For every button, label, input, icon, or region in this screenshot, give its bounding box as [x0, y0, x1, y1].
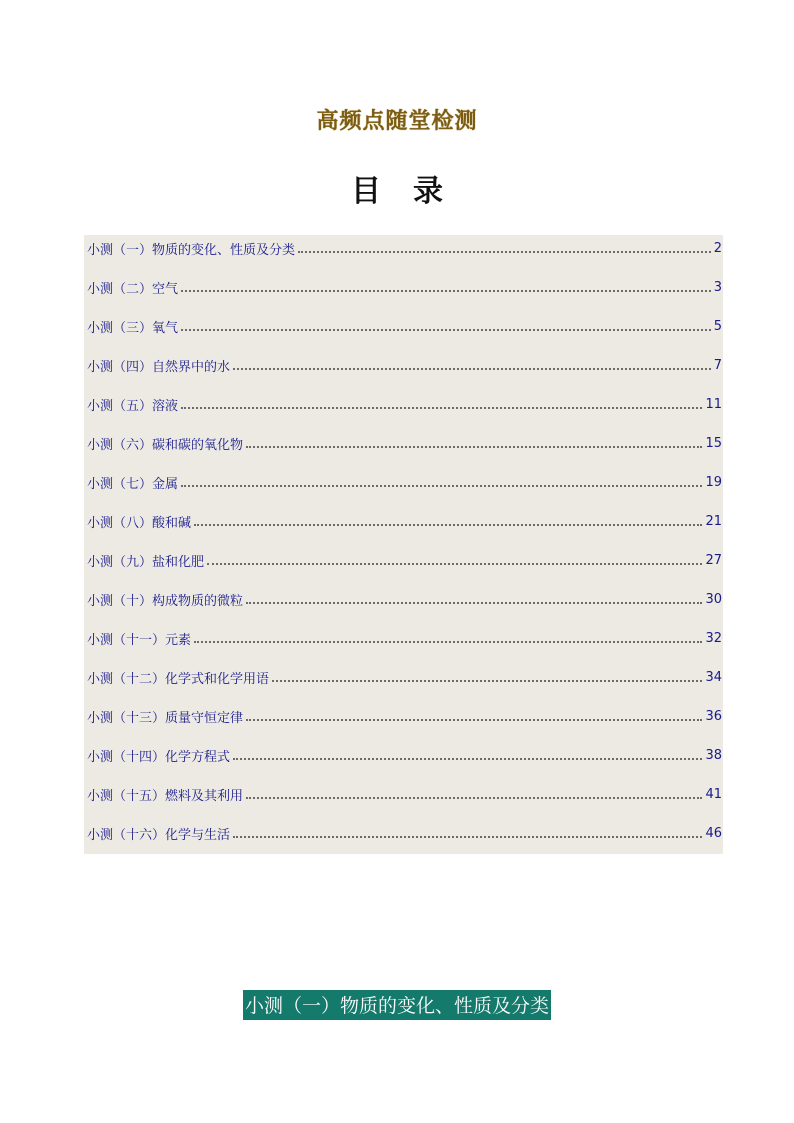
section-heading [0, 990, 794, 1020]
toc-entry-7[interactable] [84, 469, 723, 495]
toc-entry-page: 38 [705, 747, 722, 763]
toc-entry-page: 32 [705, 630, 722, 646]
toc-entry-page: 21 [705, 513, 722, 529]
toc-entry-4[interactable] [84, 352, 723, 378]
toc-entry-11[interactable] [84, 625, 723, 651]
toc-entry-page: 34 [705, 669, 722, 685]
toc-entry-page: 46 [705, 825, 722, 841]
dot-leader [194, 641, 702, 643]
toc-entry-page: 5 [713, 318, 722, 334]
toc-entry-label: 小测（十一）元素 [87, 632, 192, 648]
toc-entry-1[interactable] [84, 235, 723, 261]
toc-entry-label: 小测（六）碳和碳的氧化物 [87, 437, 244, 453]
toc-entry-14[interactable] [84, 742, 723, 768]
toc-entry-label: 小测（十四）化学方程式 [87, 749, 231, 765]
dot-leader [298, 251, 711, 253]
toc-entry-page: 19 [705, 474, 722, 490]
dot-leader [246, 602, 702, 604]
toc-entry-page: 3 [713, 279, 722, 295]
toc-entry-label: 小测（二）空气 [87, 281, 179, 297]
dot-leader [233, 368, 711, 370]
dot-leader [181, 485, 702, 487]
toc-entry-label: 小测（三）氧气 [87, 320, 179, 336]
toc-entry-page: 2 [713, 240, 722, 256]
toc-entry-label: 小测（十）构成物质的微粒 [87, 593, 244, 609]
dot-leader [181, 407, 702, 409]
toc-entry-8[interactable] [84, 508, 723, 534]
toc-entry-2[interactable] [84, 274, 723, 300]
dot-leader [181, 290, 711, 292]
toc-entry-page: 11 [705, 396, 722, 412]
toc-entry-page: 15 [705, 435, 722, 451]
toc-entry-label: 小测（五）溶液 [87, 398, 179, 414]
dot-leader [272, 680, 702, 682]
toc-entry-5[interactable] [84, 391, 723, 417]
dot-leader [194, 524, 702, 526]
dot-leader [233, 836, 702, 838]
toc-entry-label: 小测（十五）燃料及其利用 [87, 788, 244, 804]
toc-entry-label: 小测（四）自然界中的水 [87, 359, 231, 375]
toc-entry-label: 小测（九）盐和化肥 [87, 554, 205, 570]
toc-entry-page: 30 [705, 591, 722, 607]
toc-entry-label: 小测（一）物质的变化、性质及分类 [87, 242, 296, 258]
toc-entry-15[interactable] [84, 781, 723, 807]
dot-leader [246, 719, 702, 721]
section-heading-text: 小测（一）物质的变化、性质及分类 [243, 990, 551, 1020]
document-heading: 高频点随堂检测 [316, 109, 478, 134]
toc-title: 目录 [351, 174, 475, 209]
toc-entry-9[interactable] [84, 547, 723, 573]
toc-entry-16[interactable] [84, 820, 723, 846]
toc-entry-13[interactable] [84, 703, 723, 729]
toc-entry-page: 27 [705, 552, 722, 568]
dot-leader [207, 563, 702, 565]
toc-entry-page: 41 [705, 786, 722, 802]
dot-leader [246, 797, 702, 799]
toc-entry-label: 小测（十二）化学式和化学用语 [87, 671, 270, 687]
toc-entry-page: 7 [713, 357, 722, 373]
toc-entry-label: 小测（十三）质量守恒定律 [87, 710, 244, 726]
toc-entry-label: 小测（十六）化学与生活 [87, 827, 231, 843]
toc-entry-label: 小测（八）酸和碱 [87, 515, 192, 531]
toc-entry-6[interactable] [84, 430, 723, 456]
dot-leader [233, 758, 702, 760]
toc-entry-10[interactable] [84, 586, 723, 612]
dot-leader [246, 446, 702, 448]
toc-entry-3[interactable] [84, 313, 723, 339]
dot-leader [181, 329, 711, 331]
toc-entry-label: 小测（七）金属 [87, 476, 179, 492]
table-of-contents [84, 235, 723, 854]
toc-entry-12[interactable] [84, 664, 723, 690]
toc-entry-page: 36 [705, 708, 722, 724]
